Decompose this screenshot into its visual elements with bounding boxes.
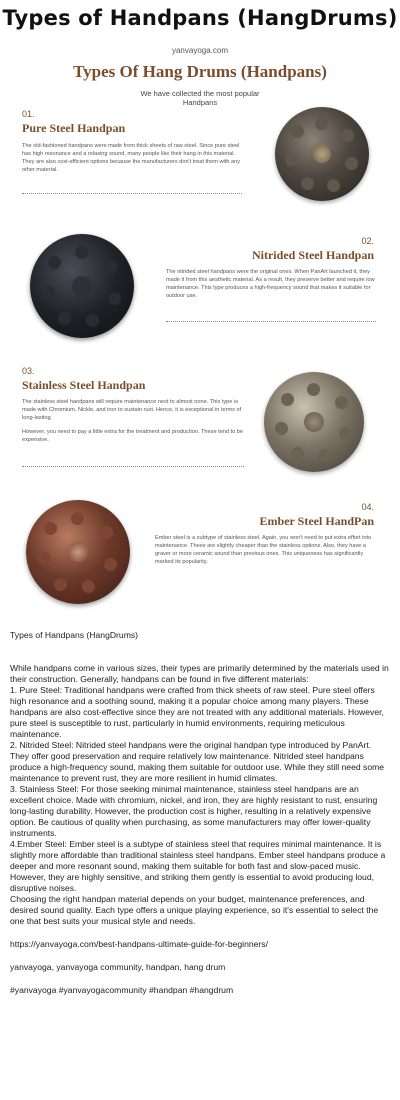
article-hashtags: #yanvayoga #yanvayogacommunity #handpan #hangdrum	[10, 985, 234, 995]
infographic-image	[12, 38, 388, 620]
article-link[interactable]: https://yanvayoga.com/best-handpans-ultimate-guide-for-beginners/	[10, 939, 268, 949]
section-number: 02.	[361, 236, 374, 246]
article-item: 4.Ember Steel: Ember steel is a subtype of stainless steel that requires minimal maintenance. It is slightly more affordable than traditional stainless steel handpans. Ember steel handpans produce a deeper and more resonant sound, making them suitable for both fast and slow-paced music. However, they are highly sensitive, and striking them gently is essential to avoid producing loud, disruptive noises.	[10, 839, 386, 893]
infographic-subtitle	[12, 89, 388, 107]
section-number: 01.	[22, 109, 35, 119]
infographic-subtitle-line2: Handpans	[182, 98, 218, 107]
copper-toned-handpan-icon	[275, 107, 369, 201]
section-heading: Stainless Steel Handpan	[22, 378, 146, 392]
section-heading: Ember Steel HandPan	[259, 514, 374, 528]
section-number: 04.	[361, 502, 374, 512]
black-handpan-icon	[30, 234, 134, 338]
section-body: The nitrided steel handpans were the original ones. When PanArt launched it, they made it from this aesthetic material. As a result, they preserve better and require low maintenance. This type produces a high-frequency sound that makes it suitable for outdoor use.	[166, 269, 375, 299]
infographic-subtitle-line1: We have collected the most popular	[140, 89, 260, 98]
section-body	[22, 398, 244, 450]
section-body: The old-fashioned handpans were made from thick sheets of raw steel. Since pure steel has high resonance and a relaxing sound, many people like their hang in this material. They are also cost-efficient options because the manufacturers don't treat them with any other material.	[22, 143, 240, 173]
section-divider	[22, 466, 244, 467]
infographic-title: Types Of Hang Drums (Handpans)	[73, 62, 327, 81]
ember-handpan-icon	[26, 500, 130, 604]
article-intro: While handpans come in various sizes, their types are primarily determined by the materials used in their construction. Generally, handpans can be found in five different materials:	[10, 663, 389, 684]
section-body-paragraph: However, you need to pay a little extra for the treatment and production. These tend to be expensive.	[22, 429, 243, 443]
article-item: 3. Stainless Steel: For those seeking minimal maintenance, stainless steel handpans are an excellent choice. Made with chromium, nickel, and iron, they are highly resistant to rust, ensuring long-lasting durability. However, the production cost is higher, resulting in a relatively expensive option. Be cautious of quality when purchasing, as some manufacturers may offer lower-quality instruments.	[10, 784, 378, 838]
section-divider	[22, 193, 242, 194]
article-tags: yanvayoga, yanvayoga community, handpan, hang drum	[10, 962, 226, 972]
article-conclusion: Choosing the right handpan material depends on your budget, maintenance preferences, and desired sound quality. Each type offers a unique playing experience, so it's essential to select the one that best suits your musical style and needs.	[10, 894, 379, 926]
section-body-paragraph: The stainless steel handpans will require maintenance next to almost none. This type is made with Chromium, Nickle, and iron to sustain rust. Hence, it is exceptional in terms of long-lasting.	[22, 399, 242, 421]
infographic-site: yanvayoga.com	[171, 46, 229, 55]
article-item: 1. Pure Steel: Traditional handpans were crafted from thick sheets of raw steel. Pure steel offers high resonance and a soothing sound, making it a popular choice among many players. These handpans are also cost-effective since they are not treated with any additional materials. However, pure steel is susceptible to rust, particularly in humid environments, requiring meticulous maintenance.	[10, 685, 384, 739]
post-title: Types of Handpans (HangDrums)	[2, 6, 398, 30]
section-number: 03.	[22, 366, 35, 376]
silver-handpan-icon	[264, 372, 364, 472]
section-heading: Pure Steel Handpan	[22, 121, 126, 135]
article-body	[10, 630, 392, 996]
section-heading: Nitrided Steel Handpan	[251, 248, 374, 262]
section-divider	[166, 321, 376, 322]
article-title-line: Types of Handpans (HangDrums)	[10, 630, 139, 640]
section-body: Ember steel is a subtype of stainless steel. Again, you won't need to put extra effort into maintenance. These are slightly cheaper than the stainless options. Also, they have a graver or more ceramic sound than previous ones. This uniqueness has significantly marked its popularity.	[155, 535, 372, 565]
article-item: 2. Nitrided Steel: Nitrided steel handpans were the original handpan type introduced by PanArt. They offer good preservation and require relatively low maintenance. Nitrided steel handpans produce a high-frequency sound, making them suitable for outdoor use. While they still need some maintenance to prevent rust, they are more resilient in humid climates.	[10, 740, 385, 783]
